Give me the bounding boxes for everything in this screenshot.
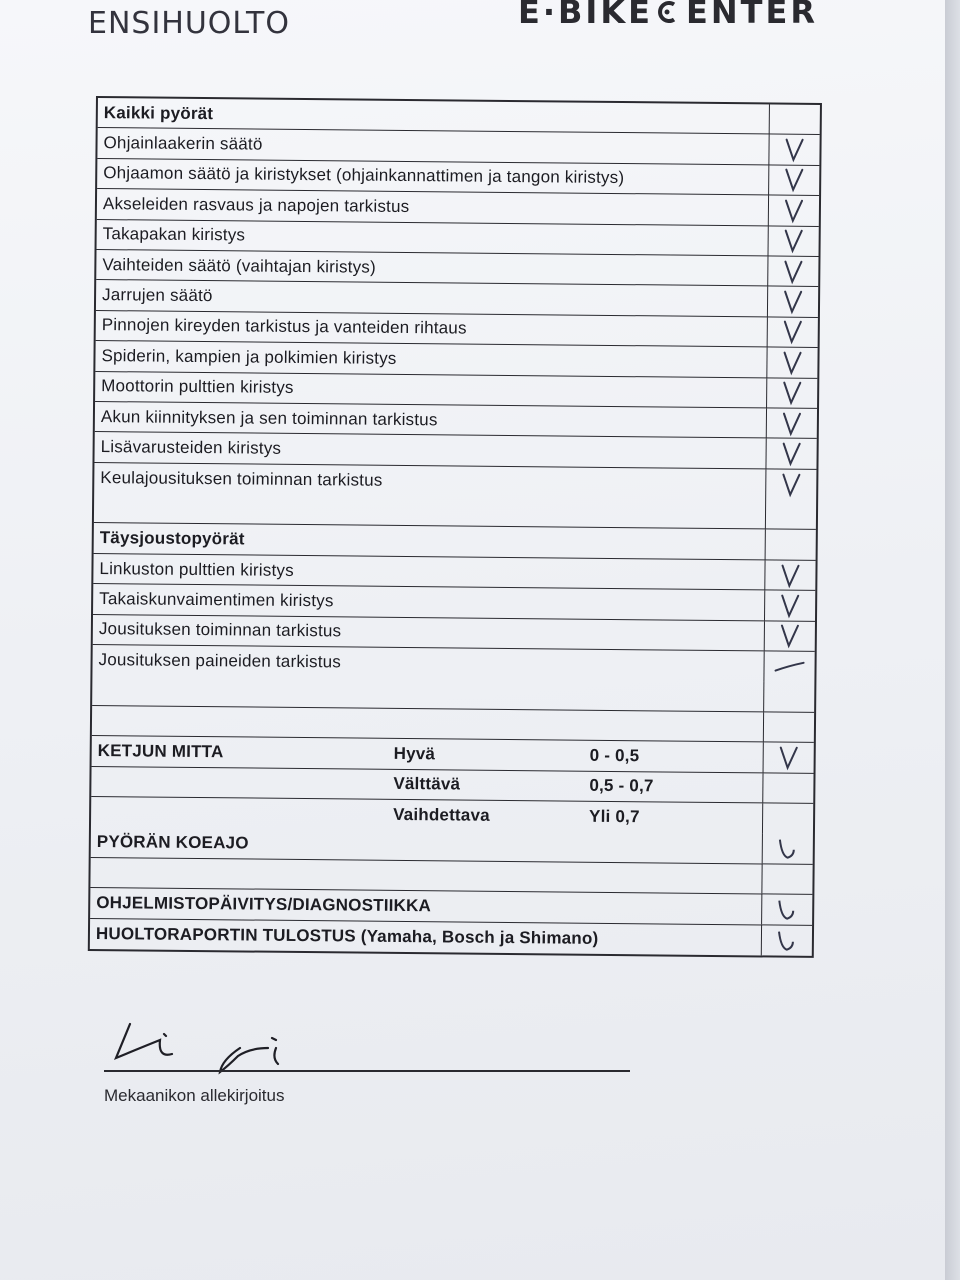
check-cell xyxy=(768,226,819,256)
check-cell xyxy=(765,469,816,500)
report-label: HUOLTORAPORTIN TULOSTUS (Yamaha, Bosch ja Shimano) xyxy=(95,923,599,948)
chain-range: Yli 0,7 xyxy=(589,806,640,827)
paper-edge xyxy=(945,0,960,1280)
handwritten-check-icon xyxy=(773,289,813,315)
report-row xyxy=(90,919,812,956)
check-cell xyxy=(761,895,812,925)
checklist-item-label: Takapakan kiristys xyxy=(102,224,246,245)
handwritten-check-icon xyxy=(774,228,814,254)
section-heading: Täysjoustopyörät xyxy=(99,528,245,549)
handwritten-check-icon xyxy=(772,380,812,406)
checklist-item-label: Akun kiinnityksen ja sen toiminnan tarkistus xyxy=(100,406,438,429)
check-cell xyxy=(763,651,814,682)
checklist-item-label: Takaiskunvaimentimen kiristys xyxy=(99,588,334,611)
software-label: OHJELMISTOPÄIVITYS/DIAGNOSTIIKKA xyxy=(96,892,432,916)
check-cell xyxy=(768,135,819,165)
checklist-item-label: Spiderin, kampien ja polkimien kiristys xyxy=(101,345,397,368)
check-cell xyxy=(765,439,816,469)
check-cell xyxy=(765,530,816,560)
check-cell xyxy=(766,378,817,408)
checklist-item-label: Jousituksen toiminnan tarkistus xyxy=(98,619,342,641)
checklist-item-label: Ohjaamon säätö ja kiristykset (ohjainkannattimen ja tangon kiristys) xyxy=(103,163,625,188)
chain-measure-label xyxy=(97,781,393,784)
brand-logo xyxy=(518,0,818,38)
test-ride-label: PYÖRÄN KOEAJO xyxy=(96,832,249,853)
handwritten-check-icon xyxy=(773,258,813,284)
logo-c-icon xyxy=(655,0,680,37)
checklist-item-label: Akseleiden rasvaus ja napojen tarkistus xyxy=(102,193,410,216)
logo-text-right: ENTER xyxy=(686,0,818,31)
handwritten-check-icon xyxy=(771,471,811,497)
chain-grade: Hyvä xyxy=(393,743,436,764)
check-cell xyxy=(763,743,814,773)
chain-measure-label: KETJUN MITTA xyxy=(97,740,224,762)
service-checklist-table xyxy=(88,96,822,958)
chain-grade: Välttävä xyxy=(393,774,461,794)
mechanic-signature xyxy=(100,1018,640,1088)
check-cell xyxy=(764,591,815,621)
handwritten-check-icon xyxy=(770,562,810,588)
checklist-item-label: Ohjainlaakerin säätö xyxy=(103,133,263,154)
form-title: ENSIHUOLTO xyxy=(88,6,290,41)
checklist-item-label: Lisävarusteiden kiristys xyxy=(100,437,282,458)
check-cell xyxy=(764,621,815,651)
handwritten-check-icon xyxy=(769,744,809,770)
check-cell xyxy=(766,348,817,378)
handwritten-check-icon xyxy=(771,440,811,466)
check-cell xyxy=(769,104,820,134)
signature-scribble xyxy=(100,1018,640,1088)
section-heading: Kaikki pyörät xyxy=(103,102,214,123)
checklist-item-label: Keulajousituksen toiminnan tarkistus xyxy=(100,467,383,490)
handwritten-check-icon xyxy=(767,927,807,953)
handwritten-dash-icon xyxy=(769,654,809,680)
handwritten-check-icon xyxy=(774,137,814,163)
handwritten-check-icon xyxy=(772,410,812,436)
handwritten-check-icon xyxy=(772,349,812,375)
handwritten-check-icon xyxy=(774,197,814,223)
check-cell xyxy=(764,560,815,590)
logo-text-left: E·BIKE xyxy=(518,0,653,31)
check-cell xyxy=(767,287,818,317)
checklist-item-label: Moottorin pulttien kiristys xyxy=(101,376,294,398)
check-cell xyxy=(767,256,818,286)
checklist-item-label: Pinnojen kireyden tarkistus ja vanteiden rihtaus xyxy=(101,315,467,338)
chain-measure-label xyxy=(97,812,393,815)
chain-grade: Vaihdettava xyxy=(393,805,490,825)
check-cell xyxy=(762,834,813,864)
check-cell xyxy=(768,196,819,226)
handwritten-check-icon xyxy=(770,592,810,618)
handwritten-check-icon xyxy=(774,167,814,193)
check-cell xyxy=(762,773,813,803)
signature-label: Mekaanikon allekirjoitus xyxy=(104,1086,285,1105)
signature-line xyxy=(104,1070,630,1072)
handwritten-check-icon xyxy=(773,319,813,345)
chain-range: 0,5 - 0,7 xyxy=(589,776,654,796)
check-cell xyxy=(766,408,817,438)
check-cell xyxy=(768,165,819,195)
check-cell xyxy=(767,317,818,347)
check-cell xyxy=(761,925,812,956)
chain-range: 0 - 0,5 xyxy=(589,745,640,766)
check-cell xyxy=(762,803,813,834)
handwritten-check-icon xyxy=(767,896,807,922)
checklist-item-label: Jousituksen paineiden tarkistus xyxy=(98,650,342,672)
checklist-item-label: Jarrujen säätö xyxy=(102,285,213,306)
checklist-item-label: Linkuston pulttien kiristys xyxy=(99,558,294,580)
checklist-item-label: Vaihteiden säätö (vaihtajan kiristys) xyxy=(102,254,377,277)
handwritten-check-icon xyxy=(768,836,808,862)
handwritten-check-icon xyxy=(770,623,810,649)
